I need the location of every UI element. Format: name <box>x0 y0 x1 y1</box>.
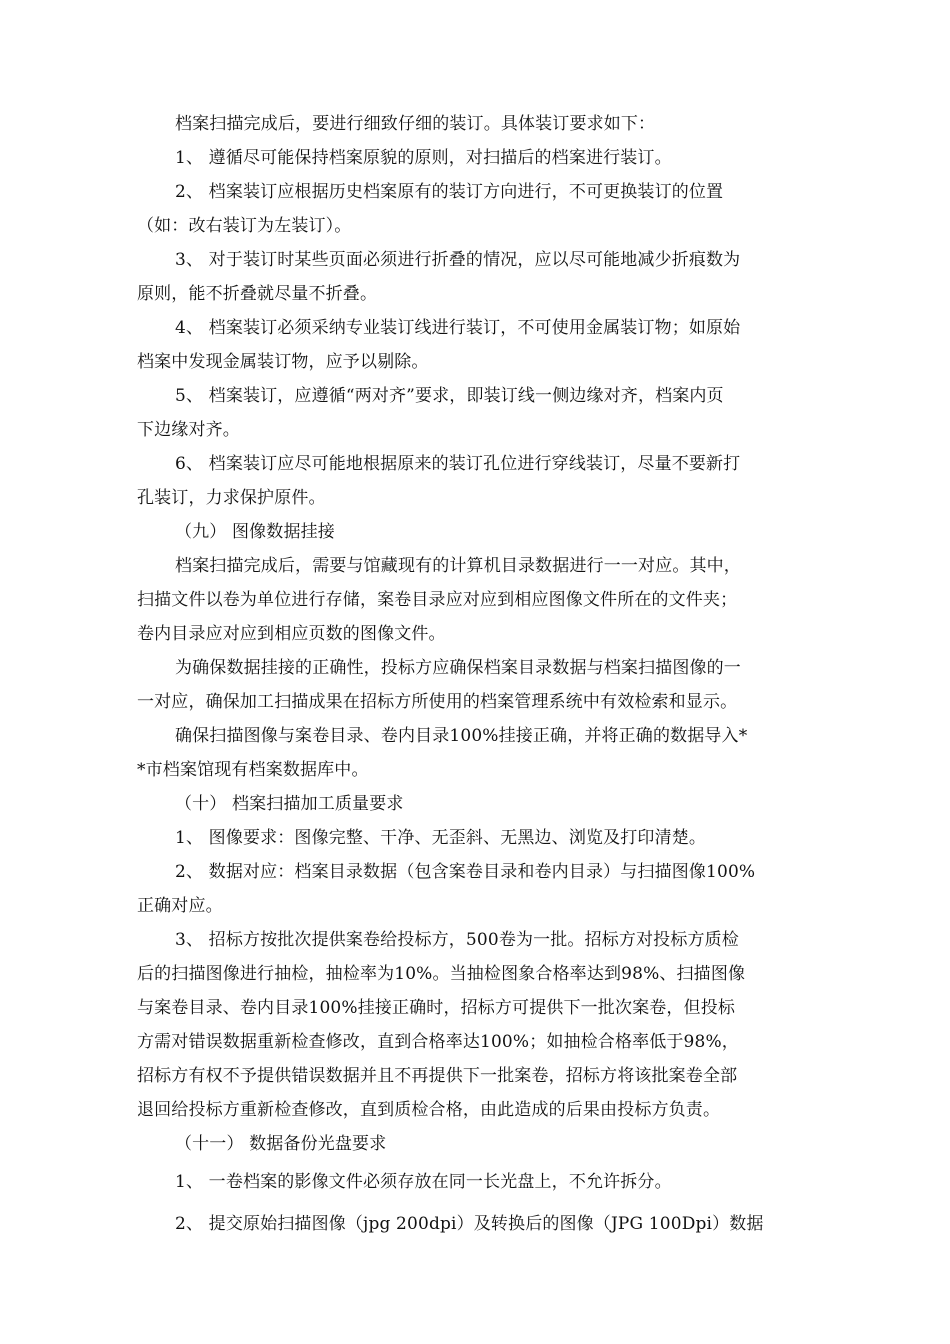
paragraph-line: 卷内目录应对应到相应页数的图像文件。 <box>137 624 446 644</box>
list-item-1: 1、 一卷档案的影像文件必须存放在同一长光盘上，不允许拆分。 <box>175 1172 672 1192</box>
list-item-3-cont: 招标方有权不予提供错误数据并且不再提供下一批案卷，招标方将该批案卷全部 <box>137 1066 738 1086</box>
list-item-3-cont: 与案卷目录、卷内目录100%挂接正确时，招标方可提供下一批次案卷，但投标 <box>137 998 735 1018</box>
paragraph-line: 档案扫描完成后，要进行细致仔细的装订。具体装订要求如下： <box>175 114 656 134</box>
paragraph-line: 扫描文件以卷为单位进行存储，案卷目录应对应到相应图像文件所在的文件夹； <box>137 590 738 610</box>
list-item-5: 5、 档案装订，应遵循“两对齐”要求，即装订线一侧边缘对齐，档案内页 <box>175 386 724 406</box>
paragraph-line: 一对应，确保加工扫描成果在招标方所使用的档案管理系统中有效检索和显示。 <box>137 692 738 712</box>
list-item-6-cont: 孔装订，力求保护原件。 <box>137 488 326 508</box>
list-item-4: 4、 档案装订必须采纳专业装订线进行装订，不可使用金属装订物；如原始 <box>175 318 741 338</box>
list-item-2: 2、 提交原始扫描图像（jpg 200dpi）及转换后的图像（JPG 100Dpi）数据 <box>175 1214 764 1234</box>
list-item-4-cont: 档案中发现金属装订物，应予以剔除。 <box>137 352 429 372</box>
section-heading-9: （九） 图像数据挂接 <box>175 522 335 542</box>
section-heading-11: （十一） 数据备份光盘要求 <box>175 1134 387 1154</box>
paragraph-line: 为确保数据挂接的正确性，投标方应确保档案目录数据与档案扫描图像的一 <box>175 658 741 678</box>
paragraph-line: 档案扫描完成后，需要与馆藏现有的计算机目录数据进行一一对应。其中， <box>175 556 741 576</box>
list-item-3-cont: 后的扫描图像进行抽检，抽检率为10%。当抽检图象合格率达到98%、扫描图像 <box>137 964 746 984</box>
list-item-3-cont: 方需对错误数据重新检查修改，直到合格率达100%；如抽检合格率低于98%， <box>137 1032 739 1052</box>
paragraph-line: *市档案馆现有档案数据库中。 <box>137 760 369 780</box>
list-item-3: 3、 对于装订时某些页面必须进行折叠的情况，应以尽可能地减少折痕数为 <box>175 250 741 270</box>
paragraph-line: 确保扫描图像与案卷目录、卷内目录100%挂接正确，并将正确的数据导入* <box>175 726 748 746</box>
section-heading-10: （十） 档案扫描加工质量要求 <box>175 794 404 814</box>
list-item-5-cont: 下边缘对齐。 <box>137 420 240 440</box>
list-item-6: 6、 档案装订应尽可能地根据原来的装订孔位进行穿线装订，尽量不要新打 <box>175 454 741 474</box>
list-item-2: 2、 档案装订应根据历史档案原有的装订方向进行，不可更换装订的位置 <box>175 182 724 202</box>
list-item-3-cont: 原则，能不折叠就尽量不折叠。 <box>137 284 378 304</box>
list-item-2-cont: 正确对应。 <box>137 896 223 916</box>
list-item-1: 1、 图像要求：图像完整、干净、无歪斜、无黑边、浏览及打印清楚。 <box>175 828 707 848</box>
list-item-2: 2、 数据对应：档案目录数据（包含案卷目录和卷内目录）与扫描图像100% <box>175 862 756 882</box>
list-item-3-cont: 退回给投标方重新检查修改，直到质检合格，由此造成的后果由投标方负责。 <box>137 1100 721 1120</box>
list-item-1: 1、 遵循尽可能保持档案原貌的原则，对扫描后的档案进行装订。 <box>175 148 672 168</box>
list-item-2-cont: （如：改右装订为左装订）。 <box>137 216 352 236</box>
list-item-3: 3、 招标方按批次提供案卷给投标方，500卷为一批。招标方对投标方质检 <box>175 930 739 950</box>
